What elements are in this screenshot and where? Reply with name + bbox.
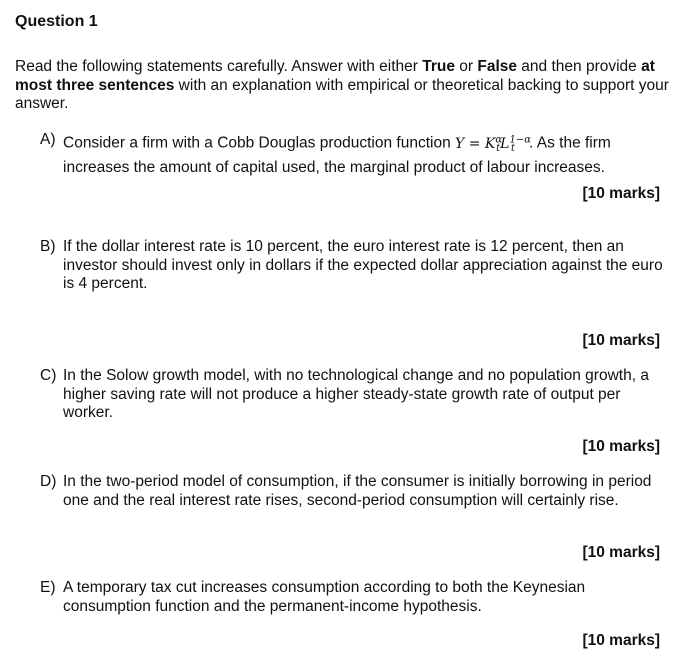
instructions-text: with an explanation with empirical or theoretical backing to support your answer. [15, 76, 669, 112]
statement-letter: B) [40, 238, 56, 255]
statement-text-part: . As the firm increases the amount of capital used, the marginal product of labour increases. [63, 134, 611, 176]
formula-l-exponent: 1−α [509, 134, 531, 145]
formula-l-subscript: t [510, 143, 515, 155]
formula-k-subscript: t [496, 143, 501, 155]
marks-label: [10 marks] [582, 185, 660, 202]
statement-d [40, 473, 670, 510]
marks-label: [10 marks] [582, 332, 660, 349]
statement-a [40, 131, 670, 177]
statement-text: A temporary tax cut increases consumption according to both the Keynesian consumption function and the permanent-income hypothesis. [63, 579, 586, 615]
instructions-text: or [454, 58, 478, 75]
cobb-douglas-formula [455, 134, 531, 155]
sentence-limit: at most three sentences [15, 58, 655, 94]
instructions-text: Read the following statements carefully. Answer with either [15, 58, 423, 75]
statement-text-part: Consider a firm with a Cobb Douglas production function [63, 134, 456, 152]
marks-label: [10 marks] [582, 544, 660, 561]
statement-letter: C) [40, 367, 57, 384]
statement-text: If the dollar interest rate is 10 percent, the euro interest rate is 12 percent, then an investor should invest only in dollars if the expected dollar appreciation against the euro is 4 percent. [63, 238, 663, 292]
formula-k-exponent: α [495, 134, 503, 145]
false-word: False [477, 58, 517, 75]
formula-l: L [500, 135, 510, 152]
statement-text: In the Solow growth model, with no technological change and no population growth, a higher saving rate will not produce a higher steady-state growth rate of output per worker. [63, 367, 649, 421]
statement-c [40, 367, 670, 423]
true-word: True [422, 58, 455, 75]
statement-letter: E) [40, 579, 56, 596]
instructions [15, 58, 683, 114]
marks-label: [10 marks] [582, 438, 660, 455]
question-title: Question 1 [15, 13, 98, 30]
formula-y: Y [455, 135, 465, 152]
instructions-text: and then provide [517, 58, 642, 75]
formula-k: K [484, 135, 496, 152]
statement-letter: D) [40, 473, 57, 490]
statement-letter: A) [40, 131, 56, 148]
statement-text: In the two-period model of consumption, if the consumer is initially borrowing in period one and the real interest rate rises, second-period consumption will certainly rise. [63, 473, 652, 509]
statement-e [40, 579, 670, 616]
formula-equals: = [464, 135, 485, 152]
statement-text [63, 131, 670, 177]
statement-b [40, 238, 670, 294]
marks-label: [10 marks] [582, 632, 660, 649]
